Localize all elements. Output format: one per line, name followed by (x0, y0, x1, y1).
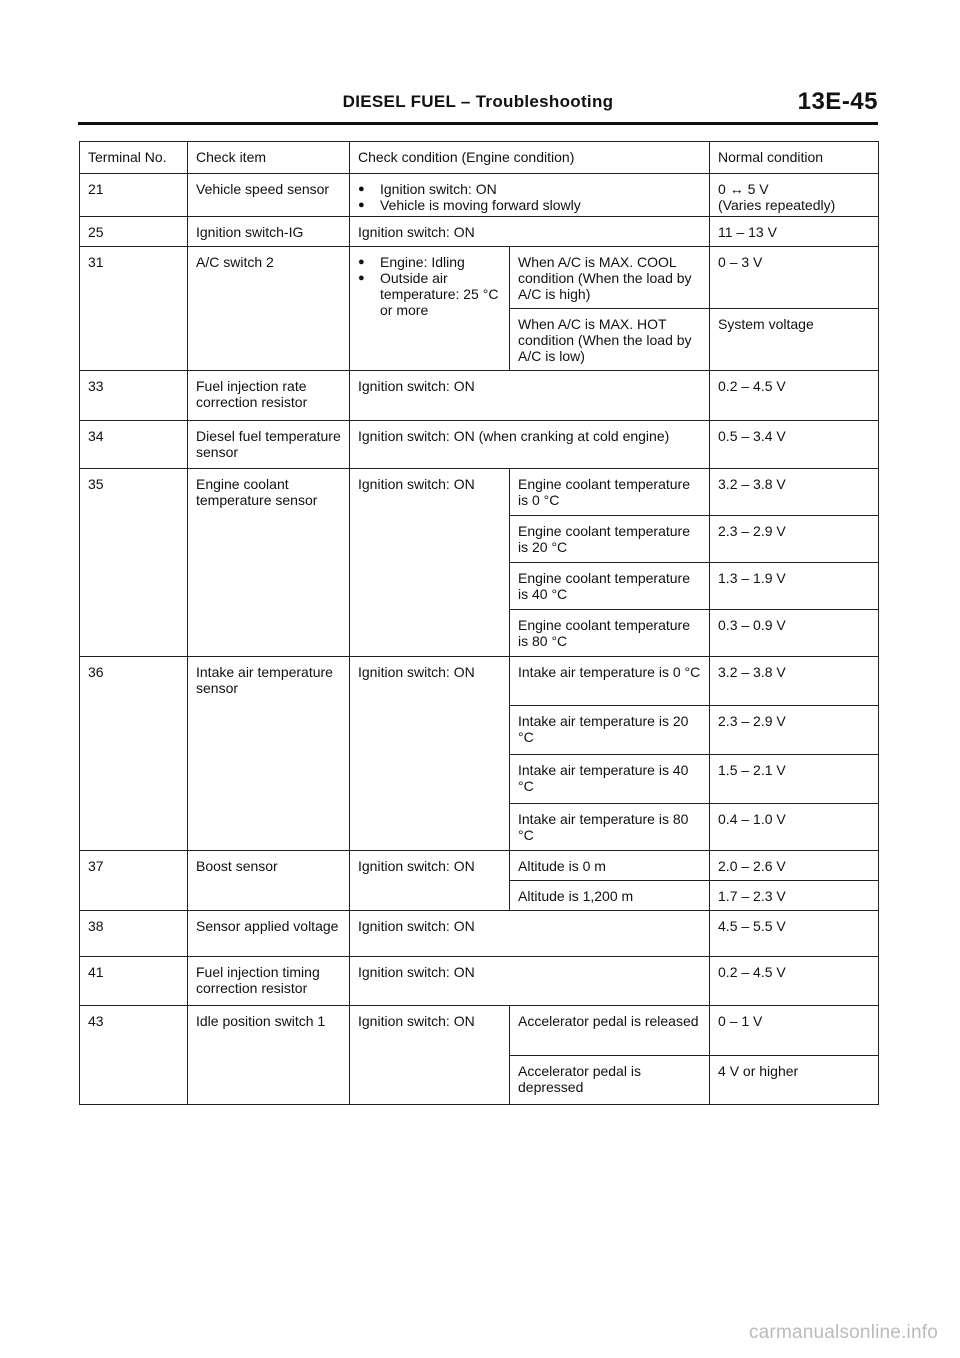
check-item: A/C switch 2 (188, 247, 350, 371)
normal-condition: 2.3 – 2.9 V (710, 706, 879, 755)
normal-condition: 0.4 – 1.0 V (710, 804, 879, 851)
terminal-no: 25 (80, 217, 188, 247)
header-rule (78, 122, 878, 125)
normal-condition: 3.2 – 3.8 V (710, 657, 879, 706)
table-row (80, 957, 879, 1006)
bullet-item: ● Engine: Idling (358, 254, 501, 270)
normal-condition: 11 – 13 V (710, 217, 879, 247)
table-row (80, 469, 879, 516)
table-row (80, 911, 879, 957)
check-condition: Ignition switch: ON (350, 1006, 510, 1105)
normal-condition: 0.3 – 0.9 V (710, 610, 879, 657)
check-item: Sensor applied voltage (188, 911, 350, 957)
table-row (80, 1006, 879, 1056)
normal-condition: 2.0 – 2.6 V (710, 851, 879, 881)
terminal-no: 34 (80, 421, 188, 469)
check-item: Vehicle speed sensor (188, 174, 350, 217)
sub-condition: Intake air temperature is 20 °C (510, 706, 710, 755)
terminal-no: 36 (80, 657, 188, 851)
bullet-item: ● Vehicle is moving forward slowly (358, 197, 701, 213)
col-header-check-condition: Check condition (Engine condition) (350, 142, 710, 174)
sub-condition: Intake air temperature is 80 °C (510, 804, 710, 851)
check-condition: Ignition switch: ON (when cranking at cold engine) (350, 421, 710, 469)
bullet-item: ● Ignition switch: ON (358, 181, 701, 197)
check-condition: Ignition switch: ON (350, 851, 510, 911)
normal-condition: System voltage (710, 309, 879, 371)
check-item: Engine coolant temperature sensor (188, 469, 350, 657)
normal-condition: 3.2 – 3.8 V (710, 469, 879, 516)
table-row (80, 421, 879, 469)
normal-condition: 4.5 – 5.5 V (710, 911, 879, 957)
normal-condition: 0 – 3 V (710, 247, 879, 309)
check-condition: Ignition switch: ON (350, 957, 710, 1006)
table-row (80, 657, 879, 706)
normal-condition (710, 174, 879, 217)
normal-condition: 0.2 – 4.5 V (710, 957, 879, 1006)
normal-condition: 2.3 – 2.9 V (710, 516, 879, 563)
check-condition: Ignition switch: ON (350, 469, 510, 657)
check-condition: Ignition switch: ON (350, 657, 510, 851)
normal-condition: 4 V or higher (710, 1056, 879, 1105)
normal-condition: 1.3 – 1.9 V (710, 563, 879, 610)
table-row (80, 217, 879, 247)
normal-condition: 0 – 1 V (710, 1006, 879, 1056)
check-condition: Ignition switch: ON (350, 371, 710, 421)
sub-condition: Intake air temperature is 40 °C (510, 755, 710, 804)
normal-condition: 1.7 – 2.3 V (710, 881, 879, 911)
check-condition: Ignition switch: ON (350, 911, 710, 957)
section-title: DIESEL FUEL – Troubleshooting (342, 92, 614, 111)
terminal-no: 41 (80, 957, 188, 1006)
page-number: 13E-45 (797, 88, 878, 115)
sub-condition: Intake air temperature is 0 °C (510, 657, 710, 706)
sub-condition: Engine coolant temperature is 0 °C (510, 469, 710, 516)
bullet-item: ● Outside air temperature: 25 °C or more (358, 270, 501, 318)
terminal-no: 33 (80, 371, 188, 421)
sub-condition: When A/C is MAX. HOT condition (When the load by A/C is low) (510, 309, 710, 371)
terminal-no: 35 (80, 469, 188, 657)
col-header-normal-condition: Normal condition (710, 142, 879, 174)
terminal-no: 31 (80, 247, 188, 371)
col-header-terminal: Terminal No. (80, 142, 188, 174)
check-item: Fuel injection timing correction resistor (188, 957, 350, 1006)
check-item: Idle position switch 1 (188, 1006, 350, 1105)
terminal-no: 37 (80, 851, 188, 911)
terminal-no: 43 (80, 1006, 188, 1105)
table-row (80, 174, 879, 217)
terminal-no: 21 (80, 174, 188, 217)
terminal-no: 38 (80, 911, 188, 957)
table-header-row (80, 142, 879, 174)
col-header-check-item: Check item (188, 142, 350, 174)
sub-condition: Accelerator pedal is released (510, 1006, 710, 1056)
check-item: Fuel injection rate correction resistor (188, 371, 350, 421)
page-header (78, 88, 878, 122)
sub-condition: Accelerator pedal is depressed (510, 1056, 710, 1105)
check-condition (350, 247, 510, 371)
sub-condition: Altitude is 1,200 m (510, 881, 710, 911)
check-item: Boost sensor (188, 851, 350, 911)
check-condition (350, 174, 710, 217)
check-item: Diesel fuel temperature sensor (188, 421, 350, 469)
check-item: Intake air temperature sensor (188, 657, 350, 851)
normal-condition: 0.5 – 3.4 V (710, 421, 879, 469)
sub-condition: Engine coolant temperature is 40 °C (510, 563, 710, 610)
sub-condition: Engine coolant temperature is 20 °C (510, 516, 710, 563)
normal-value: 0 ↔ 5 V (718, 181, 769, 197)
sub-condition: Altitude is 0 m (510, 851, 710, 881)
troubleshooting-table (79, 141, 879, 1105)
table-row (80, 371, 879, 421)
check-condition: Ignition switch: ON (350, 217, 710, 247)
sub-condition: Engine coolant temperature is 80 °C (510, 610, 710, 657)
check-item: Ignition switch-IG (188, 217, 350, 247)
normal-note: (Varies repeatedly) (718, 197, 836, 213)
table-row (80, 247, 879, 309)
sub-condition: When A/C is MAX. COOL condition (When the load by A/C is high) (510, 247, 710, 309)
normal-condition: 1.5 – 2.1 V (710, 755, 879, 804)
watermark: carmanualsonline.info (748, 1322, 938, 1343)
normal-condition: 0.2 – 4.5 V (710, 371, 879, 421)
table-row (80, 851, 879, 881)
